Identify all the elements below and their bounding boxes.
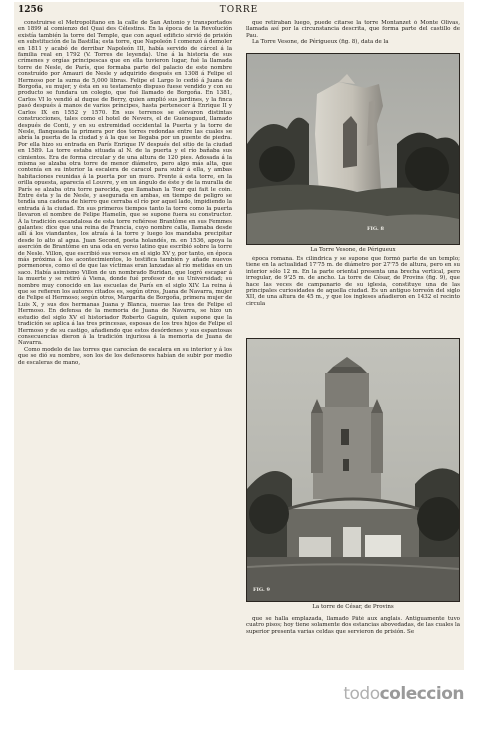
right-middle-text: [246, 256, 460, 335]
right-paragraph-roman: época romana. Es cilíndrica y se supone que formó parte de un templo; tiene en la actualidad 17'75 m. de diámetro por 27'75 de altura, pero en su interior sólo 12 m. En la parte oriental presenta una brecha vertical, pero irregular, de 9'25 m. de ancho. La torre de César, de Provins (fig. 9), que hace las veces de campanario de su iglesia, constituye una de las principales curiosidades de aquella ciudad. Es un antiguo torreón del siglo XII, de una altura de 45 m., y que los ingleses añadieron en 1432 el recinto circula: [246, 256, 460, 307]
right-bottom-text: [246, 616, 460, 662]
site-logo-main: coleccion: [379, 684, 464, 704]
right-paragraph-intro: que retiraban luego, puede citarse la torre Montanzet ó Monte Olivas, llamada así por la circunstancia descrita, que forma parte del castillo de Pau.: [246, 20, 460, 39]
encyclopedia-page: [14, 2, 464, 670]
figure-8-caption: La Torre Vesone, de Périgueux: [310, 247, 396, 253]
photo-torre-cesar: [246, 338, 460, 602]
figure-9: [246, 338, 460, 610]
figure-9-caption: La torre de César, de Provins: [312, 604, 394, 610]
figure-8-label: FIG. 8: [367, 226, 384, 232]
torre-cesar-illustration: [247, 339, 459, 601]
right-paragraph-pate: que se halla emplazada, llamado Pâté aux anglais. Antiguamente tuvo cuatro pisos; hoy tiene solamente dos estancias abovedadas, de las cuales la superior presenta varias celdas que servieron de prisión. Se: [246, 616, 460, 635]
figure-8: [246, 53, 460, 253]
photo-torre-vesone: [246, 53, 460, 245]
page-number: 1256: [18, 5, 44, 15]
torre-vesone-illustration: [247, 54, 459, 244]
left-column: [18, 20, 232, 666]
page-header: [14, 2, 464, 20]
left-paragraph-1: construirse el Metropolitano en la calle de San Antonio y transportados en 1899 al comienzo del Quai des Célestins. En la época de la Revolución existía también la torre del Temple, que con aquel edificio sirvió de prisión en substitución de la Bastilla; esta torre, que Napoleón I comenzó á demoler en 1811 y acabó de derribar Napoleón III, había servido de cárcel á la familia real en 1792 (V. Torres de leyenda). Une á la historia de sus crímenes y orgías principescas que en ella tuvieron lugar, fué la llamada torre de Nesle, de París, que formaba parte del palacio de este nombre construído por Amauri de Nesle y adquirido después en 1308 á Felipe el Hermoso por la suma de 5,000 libras. Felipe el Largo lo cedió á Juana de Borgoña, su mujer, y ésta en su testamento dispuso fuese vendido y con su producto se fundara un colegio, que fué llamado de Borgoña. En 1381, Carlos VI lo vendió al duque de Berry, quien amplió sus jardines, y la finca pasó después á manos de varios príncipes, hasta pertenecer á Enrique II y Carlos IX en 1552 y 1570. En sus terrenos se elevaron distintas construcciones, tales como el hotel de Nevers, el de Guenegaud, llamado después de Conti, y en su extremidad occidental la Puerta y la torre de Nesle, flanqueada la primera por dos torres redondas entre las cuales se abría la puerta de la ciudad y á la que se llegaba por un puente de piedra. Por ella hizo su entrada en París Enrique IV después del sitio de la ciudad en 1589. La torre estaba situada al N. de la puerta y el río bañaba sus cimientos. Era de forma circular y de una altura de 120 pies. Adosada á la misma se alzaba otra torre de menor diámetro, pero algo más alta, que contenía en su interior la escalera de caracol para subir á ella, y ambas habitaciones reunidas á la puerta por un muro. Frente á esta torre, en la orilla opuesta, aparecía el Louvre, y en un ángulo de éste y de la muralla de París se alzaba otra torre parecida, que llamaban la Tour qui fait le coin. Entre ésta y la de Nesle, y asegurada en ambas, en tiempo de peligro se tendía una cadena de hierro que cerraba el río por aquel lado, impidiendo la entrada á la ciudad. En sus primeros tiempos tanto la torre como la puerta llevaron el nombre de Felipe Hamelín, que se supone fuera su constructor. Á la tradición escandalosa de esta torre refiérese Brantôme en sus Femmes galantes: dice que una reina de Francia, cuyo nombre calla, llamaba desde allí á los viandantes, los atraía á la torre y luego los mandaba precipitar desde lo alto al agua. Juan Second, poeta holandés, m. en 1536, apoya la aserción de Brantôme en una oda en verso latino que escribió sobre la torre de Nesle. Villon, que escribió sus versos en el siglo XV y, por tanto, en época más próxima á los acontecimientos, lo testifica también y añade nuevos pormenores, como el de que las víctimas eran lanzadas al río metidas en un saco. Había asimismo Villon de un nombrado Buridan, que logró escapar á la muerte y se retiró á Viena, donde fué profesor de su Universidad; su nombre muy conocido en las escuelas de París en el siglo XIV. La reina á que se refieren los autores citados es, según otros, Juana de Navarra, mujer de Felipe el Hermoso; según otros, Margarita de Borgoña, primera mujer de Luis X, y sus dos hermanas Juana y Blanca, nueras las tres de Felipe el Hermoso. En defensa de la memoria de Juana de Navarra, se hizo un estudio del siglo XV el historiador Roberto Gaguin, quien supone que la tradición se aplica á las tres princesas, esposas de los tres hijos de Felipe el Hermoso y de su castigo, añadiendo que estos desórdenes y sus espantosas consecuencias dieron á la tradición injuriosa á la memoria de Juana de Navarra.: [18, 20, 232, 347]
right-top-text: [246, 20, 460, 52]
left-paragraph-2: Como modelo de las torres que carecían de escalera en su interior y á los que se dió su nombre, son los de los defensores habían de subir por medio de escaleras de mano,: [18, 346, 232, 366]
right-column: [246, 20, 460, 666]
figure-9-label: FIG. 9: [253, 587, 270, 593]
right-paragraph-vesone: La Torre Vesone, de Périgueux (fig. 8), data de la: [252, 39, 389, 46]
site-logo-prefix: todo: [343, 684, 380, 704]
site-logo: [343, 684, 464, 704]
running-title: TORRE: [219, 5, 259, 15]
